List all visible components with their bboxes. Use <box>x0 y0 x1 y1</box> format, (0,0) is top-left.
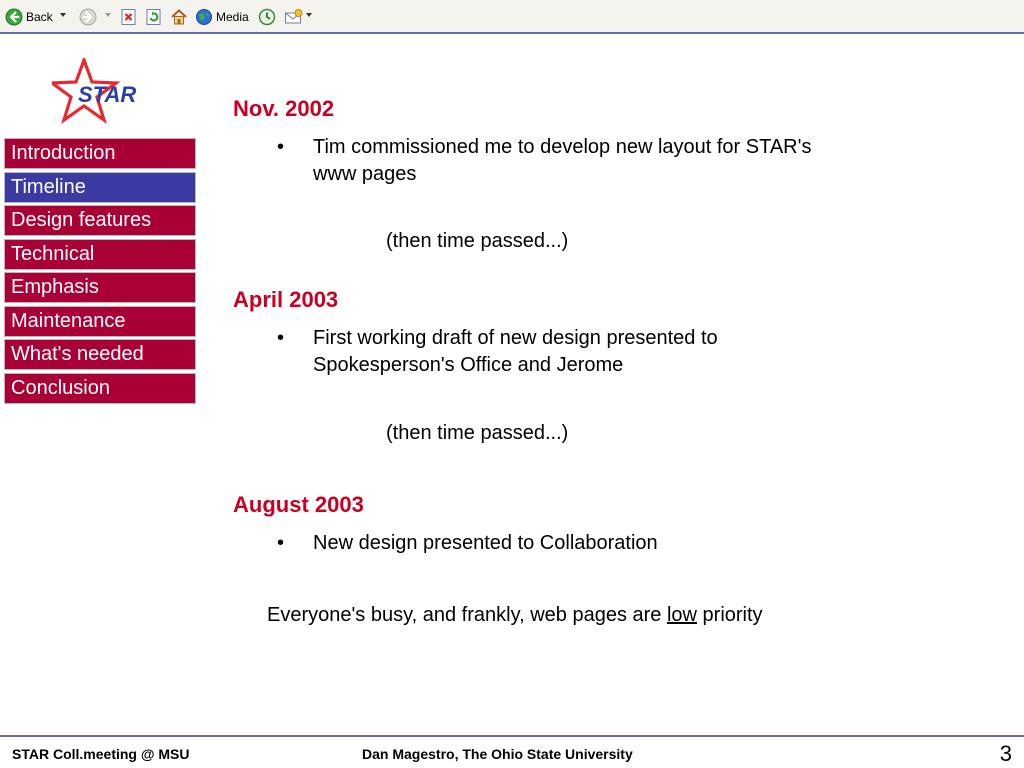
refresh-button[interactable] <box>145 6 163 28</box>
closing-text-after: priority <box>696 604 763 626</box>
history-icon <box>258 8 276 26</box>
forward-arrow-icon <box>79 8 97 26</box>
refresh-icon <box>145 8 163 26</box>
nav-item-introduction[interactable]: Introduction <box>4 138 196 169</box>
star-logo <box>52 58 144 128</box>
closing-text-underlined: low <box>666 604 697 626</box>
home-button[interactable] <box>170 6 188 28</box>
time-passed-note: (then time passed...) <box>386 230 569 252</box>
media-button[interactable] <box>195 6 249 28</box>
star-logo-text: STAR <box>78 82 137 107</box>
browser-toolbar <box>0 0 1024 34</box>
media-label: Media <box>216 10 249 24</box>
mail-dropdown-icon[interactable] <box>306 13 312 17</box>
bullet-text: New design presented to Collaboration <box>313 532 658 554</box>
section-heading-nov-2002: Nov. 2002 <box>233 96 335 121</box>
section-heading-august-2003: August 2003 <box>233 492 364 517</box>
nav-item-conclusion[interactable]: Conclusion <box>4 373 196 404</box>
nav-item-timeline[interactable]: Timeline <box>4 172 196 203</box>
closing-text-before: Everyone's busy, and frankly, web pages are <box>267 604 667 626</box>
nav-item-emphasis[interactable]: Emphasis <box>4 272 196 303</box>
time-passed-note: (then time passed...) <box>386 422 569 444</box>
bullet-symbol: • <box>277 532 285 554</box>
nav-item-technical[interactable]: Technical <box>4 239 196 270</box>
nav-item-whats-needed[interactable]: What's needed <box>4 339 196 370</box>
bullet-symbol: • <box>277 136 285 158</box>
back-button[interactable] <box>5 6 53 28</box>
slide-navigation <box>4 138 196 406</box>
footer-author: Dan Magestro, The Ohio State University <box>362 746 633 762</box>
media-globe-icon <box>195 8 213 26</box>
stop-button[interactable] <box>120 6 138 28</box>
back-label: Back <box>26 10 53 24</box>
home-icon <box>170 8 188 26</box>
back-dropdown-icon[interactable] <box>60 13 66 17</box>
page-number: 3 <box>999 741 1012 766</box>
footer-meeting: STAR Coll.meeting @ MSU <box>12 746 190 762</box>
closing-statement <box>267 604 763 627</box>
forward-dropdown-icon[interactable] <box>105 13 111 17</box>
bullet-text: Tim commissioned me to develop new layout for STAR's www pages <box>313 136 812 185</box>
stop-icon <box>120 8 138 26</box>
back-arrow-icon <box>5 8 23 26</box>
nav-item-design-features[interactable]: Design features <box>4 205 196 236</box>
mail-button[interactable] <box>284 6 304 28</box>
forward-button[interactable] <box>79 6 97 28</box>
bullet-symbol: • <box>277 327 285 349</box>
bullet-text: First working draft of new design presented to Spokesperson's Office and Jerome <box>313 327 718 376</box>
section-heading-april-2003: April 2003 <box>233 287 339 312</box>
nav-item-maintenance[interactable]: Maintenance <box>4 306 196 337</box>
mail-icon <box>284 8 304 26</box>
history-button[interactable] <box>258 6 276 28</box>
footer-divider <box>0 735 1024 737</box>
